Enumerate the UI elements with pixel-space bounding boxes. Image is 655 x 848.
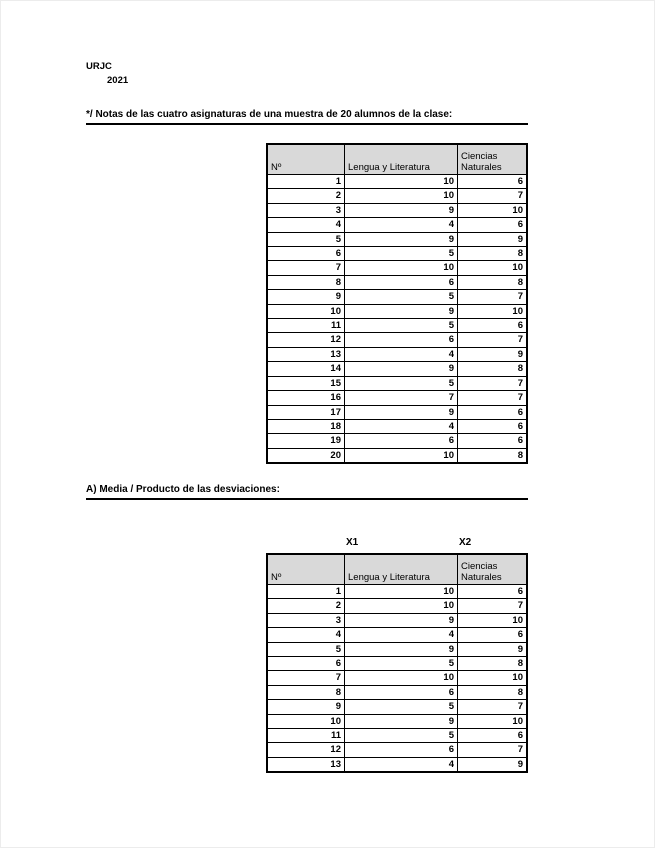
table-cell: 6 [458,585,528,599]
table-cell: 7 [458,391,528,405]
table-cell: 8 [458,657,528,671]
table-cell: 7 [458,743,528,757]
table-cell: 5 [345,247,458,261]
org-label: URJC [86,61,112,72]
col-header-lengua: Lengua y Literatura [345,144,458,175]
table-cell: 6 [345,685,458,699]
col-header-lengua: Lengua y Literatura [345,554,458,585]
table-cell: 17 [267,405,345,419]
section1-heading-text: */ Notas de las cuatro asignaturas de una muestra de 20 alumnos de la clase: [86,109,453,120]
table-cell: 5 [345,376,458,390]
table-cell: 10 [458,304,528,318]
table-cell: 9 [345,304,458,318]
grades-table-1-body [267,175,527,464]
table-cell: 13 [267,757,345,772]
table-row [267,613,527,627]
table-cell: 10 [458,261,528,275]
table-row [267,261,527,275]
table-cell: 6 [345,333,458,347]
table-cell: 4 [267,218,345,232]
table-cell: 9 [267,700,345,714]
table-row [267,275,527,289]
table-cell: 5 [345,319,458,333]
table-cell: 5 [267,642,345,656]
table-row [267,376,527,390]
table-row [267,599,527,613]
table-cell: 12 [267,333,345,347]
table-cell: 14 [267,362,345,376]
grades-table-2-header [267,554,527,585]
table-cell: 10 [345,585,458,599]
table-row [267,700,527,714]
table-cell: 12 [267,743,345,757]
table-cell: 15 [267,376,345,390]
table-row [267,362,527,376]
table-cell: 9 [458,757,528,772]
header-row [267,144,527,175]
table-cell: 8 [267,685,345,699]
table-cell: 6 [458,729,528,743]
table-cell: 4 [345,347,458,361]
x1-label: X1 [346,537,359,548]
table-cell: 7 [458,700,528,714]
table-row [267,175,527,189]
grades-table-1-header [267,144,527,175]
table-row [267,247,527,261]
table-cell: 10 [458,613,528,627]
section2-heading [86,484,528,500]
table-cell: 9 [345,613,458,627]
table-cell: 11 [267,319,345,333]
table-cell: 8 [458,275,528,289]
table-cell: 9 [345,203,458,217]
header-row [267,554,527,585]
table-row [267,657,527,671]
table-cell: 7 [458,599,528,613]
table-cell: 6 [458,405,528,419]
table-cell: 5 [345,700,458,714]
table-row [267,448,527,463]
table-cell: 9 [458,232,528,246]
table-row [267,218,527,232]
table-row [267,685,527,699]
table-cell: 7 [458,290,528,304]
table-cell: 10 [458,203,528,217]
table-cell: 1 [267,585,345,599]
table-cell: 6 [345,743,458,757]
table-cell: 19 [267,434,345,448]
grades-table-2-body [267,585,527,773]
table-cell: 6 [458,419,528,433]
table-cell: 5 [267,232,345,246]
table-cell: 3 [267,203,345,217]
table-cell: 7 [267,261,345,275]
table-cell: 20 [267,448,345,463]
table-cell: 9 [345,714,458,728]
col-header-num: Nº [267,554,345,585]
table-cell: 10 [345,599,458,613]
table-row [267,333,527,347]
table-cell: 7 [345,391,458,405]
table-cell: 10 [345,671,458,685]
table-cell: 16 [267,391,345,405]
table-cell: 10 [345,261,458,275]
table-cell: 5 [345,729,458,743]
table-cell: 7 [458,376,528,390]
table-cell: 8 [458,247,528,261]
table-cell: 10 [267,304,345,318]
table-row [267,743,527,757]
table-cell: 7 [458,189,528,203]
table-cell: 9 [345,362,458,376]
table-cell: 6 [458,434,528,448]
table-cell: 6 [458,319,528,333]
table-cell: 5 [345,290,458,304]
col-header-ciencias: Ciencias Naturales [458,144,528,175]
table-row [267,203,527,217]
table-row [267,434,527,448]
table-cell: 4 [345,419,458,433]
table-row [267,642,527,656]
table-row [267,319,527,333]
grades-table-1 [266,143,528,464]
table-row [267,304,527,318]
table-row [267,757,527,772]
table-cell: 9 [267,290,345,304]
table-cell: 18 [267,419,345,433]
table-cell: 6 [458,218,528,232]
section1-heading [86,109,528,125]
table-row [267,671,527,685]
table-cell: 13 [267,347,345,361]
table-cell: 1 [267,175,345,189]
table-cell: 6 [267,247,345,261]
table-cell: 9 [458,642,528,656]
table-cell: 8 [267,275,345,289]
table-cell: 4 [345,218,458,232]
table-cell: 9 [458,347,528,361]
table-cell: 7 [267,671,345,685]
table-row [267,391,527,405]
col-header-num: Nº [267,144,345,175]
table-cell: 8 [458,685,528,699]
table-row [267,189,527,203]
table-cell: 5 [345,657,458,671]
table-row [267,347,527,361]
x2-label: X2 [459,537,472,548]
table-cell: 9 [345,405,458,419]
table-row [267,585,527,599]
table-cell: 10 [267,714,345,728]
table-row [267,729,527,743]
table-row [267,405,527,419]
table-cell: 10 [345,448,458,463]
table-cell: 6 [458,175,528,189]
year-label: 2021 [107,75,129,86]
table-cell: 8 [458,362,528,376]
grades-table-2 [266,553,528,773]
table-cell: 6 [345,434,458,448]
table-cell: 10 [345,175,458,189]
table-cell: 6 [458,628,528,642]
table-cell: 11 [267,729,345,743]
table-cell: 2 [267,599,345,613]
table-cell: 2 [267,189,345,203]
table-row [267,419,527,433]
table-row [267,290,527,304]
table-cell: 4 [267,628,345,642]
col-header-ciencias: Ciencias Naturales [458,554,528,585]
table-cell: 10 [458,714,528,728]
table-cell: 10 [345,189,458,203]
table-cell: 6 [345,275,458,289]
table-row [267,628,527,642]
table-row [267,714,527,728]
table-cell: 8 [458,448,528,463]
table-cell: 3 [267,613,345,627]
section2-heading-text: A) Media / Producto de las desviaciones: [86,484,280,495]
table-cell: 10 [458,671,528,685]
table-cell: 9 [345,232,458,246]
table-cell: 4 [345,757,458,772]
table-cell: 6 [267,657,345,671]
table-row [267,232,527,246]
table-cell: 7 [458,333,528,347]
table-cell: 4 [345,628,458,642]
table-cell: 9 [345,642,458,656]
